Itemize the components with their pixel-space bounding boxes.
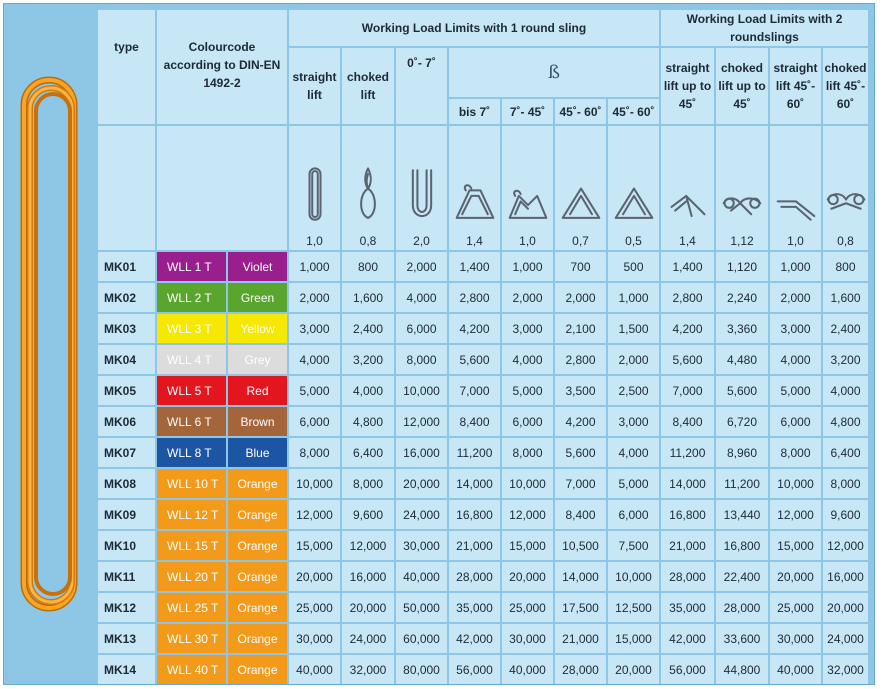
value-cell: 28,000 xyxy=(716,593,768,622)
basket-triangle-icon xyxy=(453,160,497,230)
value-cell: 4,000 xyxy=(289,345,340,374)
value-cell: 60,000 xyxy=(396,624,447,653)
value-cell: 12,500 xyxy=(608,593,659,622)
value-cell: 6,000 xyxy=(770,407,821,436)
hitch-cell-10 xyxy=(770,126,821,250)
value-cell: 4,200 xyxy=(661,314,714,343)
header-type: type xyxy=(98,10,155,124)
value-cell: 2,000 xyxy=(289,283,340,312)
value-cell: 17,500 xyxy=(555,593,606,622)
value-cell: 6,400 xyxy=(823,438,868,467)
type-cell: MK04 xyxy=(98,345,155,374)
header-2s-choked-45-60: choked lift 45˚- 60˚ xyxy=(823,48,868,124)
value-cell: 5,600 xyxy=(449,345,500,374)
value-cell: 7,000 xyxy=(661,376,714,405)
type-cell: MK07 xyxy=(98,438,155,467)
value-cell: 28,000 xyxy=(555,655,606,684)
value-cell: 8,000 xyxy=(502,438,553,467)
value-cell: 3,200 xyxy=(342,345,394,374)
value-cell: 20,000 xyxy=(608,655,659,684)
header-0-7-deg: 0˚- 7˚ xyxy=(396,48,447,124)
value-cell: 14,000 xyxy=(555,562,606,591)
value-cell: 30,000 xyxy=(396,531,447,560)
value-cell: 9,600 xyxy=(342,500,394,529)
wll-cell: WLL 3 T xyxy=(157,314,226,343)
table-row xyxy=(98,438,868,467)
type-cell: MK13 xyxy=(98,624,155,653)
value-cell: 2,000 xyxy=(555,283,606,312)
value-cell: 10,000 xyxy=(502,469,553,498)
value-cell: 4,000 xyxy=(502,345,553,374)
value-cell: 6,720 xyxy=(716,407,768,436)
value-cell: 8,000 xyxy=(823,469,868,498)
value-cell: 4,000 xyxy=(608,438,659,467)
value-cell: 2,400 xyxy=(342,314,394,343)
value-cell: 56,000 xyxy=(449,655,500,684)
header-45-60-a: 45˚- 60˚ xyxy=(555,99,606,124)
value-cell: 11,200 xyxy=(449,438,500,467)
two-sling-straight-icon xyxy=(666,160,710,230)
value-cell: 8,000 xyxy=(289,438,340,467)
table-frame xyxy=(3,3,875,685)
value-cell: 20,000 xyxy=(770,562,821,591)
table-row xyxy=(98,469,868,498)
header-2s-straight-45-60: straight lift 45˚- 60˚ xyxy=(770,48,821,124)
value-cell: 4,000 xyxy=(770,345,821,374)
colour-cell: Orange xyxy=(228,469,287,498)
hitch-cell-1 xyxy=(289,126,340,250)
colour-cell: Orange xyxy=(228,655,287,684)
value-cell: 3,500 xyxy=(555,376,606,405)
value-cell: 12,000 xyxy=(502,500,553,529)
value-cell: 5,000 xyxy=(502,376,553,405)
value-cell: 20,000 xyxy=(823,593,868,622)
value-cell: 20,000 xyxy=(502,562,553,591)
value-cell: 10,000 xyxy=(770,469,821,498)
type-cell: MK03 xyxy=(98,314,155,343)
value-cell: 8,400 xyxy=(661,407,714,436)
value-cell: 5,000 xyxy=(608,469,659,498)
round-sling-illustration xyxy=(10,74,90,614)
value-cell: 8,000 xyxy=(396,345,447,374)
type-cell: MK05 xyxy=(98,376,155,405)
value-cell: 4,800 xyxy=(342,407,394,436)
value-cell: 2,000 xyxy=(502,283,553,312)
value-cell: 32,000 xyxy=(342,655,394,684)
value-cell: 2,400 xyxy=(823,314,868,343)
value-cell: 8,000 xyxy=(770,438,821,467)
value-cell: 11,200 xyxy=(661,438,714,467)
header-straight-lift: straight lift xyxy=(289,48,340,124)
value-cell: 3,000 xyxy=(289,314,340,343)
wll-cell: WLL 2 T xyxy=(157,283,226,312)
value-cell: 1,400 xyxy=(661,252,714,281)
value-cell: 2,240 xyxy=(716,283,768,312)
wll-cell: WLL 4 T xyxy=(157,345,226,374)
colour-cell: Blue xyxy=(228,438,287,467)
value-cell: 15,000 xyxy=(289,531,340,560)
value-cell: 42,000 xyxy=(661,624,714,653)
value-cell: 2,800 xyxy=(555,345,606,374)
value-cell: 40,000 xyxy=(396,562,447,591)
table-row xyxy=(98,376,868,405)
value-cell: 44,800 xyxy=(716,655,768,684)
value-cell: 6,000 xyxy=(608,500,659,529)
hitch-cell-6 xyxy=(555,126,606,250)
icon-row-blank-type xyxy=(98,126,155,250)
header-choked-lift: choked lift xyxy=(342,48,394,124)
factor-value: 1,4 xyxy=(466,234,483,248)
factor-value: 1,0 xyxy=(787,234,804,248)
value-cell: 1,000 xyxy=(289,252,340,281)
hitch-cell-9 xyxy=(716,126,768,250)
value-cell: 9,600 xyxy=(823,500,868,529)
colour-cell: Red xyxy=(228,376,287,405)
table-row xyxy=(98,345,868,374)
value-cell: 22,400 xyxy=(716,562,768,591)
type-cell: MK09 xyxy=(98,500,155,529)
table-row xyxy=(98,562,868,591)
value-cell: 2,800 xyxy=(449,283,500,312)
table-row xyxy=(98,252,868,281)
basket-triangle-wide-icon xyxy=(612,160,656,230)
header-2s-straight-45: straight lift up to 45˚ xyxy=(661,48,714,124)
hitch-cell-11 xyxy=(823,126,868,250)
factor-value: 1,4 xyxy=(679,234,696,248)
value-cell: 800 xyxy=(823,252,868,281)
value-cell: 10,000 xyxy=(289,469,340,498)
value-cell: 5,600 xyxy=(661,345,714,374)
value-cell: 21,000 xyxy=(661,531,714,560)
value-cell: 500 xyxy=(608,252,659,281)
table-row xyxy=(98,655,868,684)
value-cell: 4,000 xyxy=(396,283,447,312)
value-cell: 10,000 xyxy=(608,562,659,591)
factor-value: 0,8 xyxy=(359,234,377,248)
value-cell: 15,000 xyxy=(608,624,659,653)
value-cell: 1,500 xyxy=(608,314,659,343)
basket-triangle-wide-icon xyxy=(559,160,603,230)
table-row xyxy=(98,314,868,343)
value-cell: 42,000 xyxy=(449,624,500,653)
value-cell: 21,000 xyxy=(555,624,606,653)
value-cell: 5,000 xyxy=(289,376,340,405)
value-cell: 1,000 xyxy=(502,252,553,281)
value-cell: 16,000 xyxy=(342,562,394,591)
value-cell: 1,000 xyxy=(608,283,659,312)
value-cell: 1,120 xyxy=(716,252,768,281)
value-cell: 2,500 xyxy=(608,376,659,405)
wll-cell: WLL 20 T xyxy=(157,562,226,591)
wll-cell: WLL 8 T xyxy=(157,438,226,467)
value-cell: 2,000 xyxy=(770,283,821,312)
colour-cell: Orange xyxy=(228,531,287,560)
value-cell: 35,000 xyxy=(661,593,714,622)
factor-value: 1,0 xyxy=(519,234,536,248)
value-cell: 6,400 xyxy=(342,438,394,467)
colour-cell: Orange xyxy=(228,624,287,653)
value-cell: 3,000 xyxy=(502,314,553,343)
two-sling-choked-wide-icon xyxy=(824,160,868,230)
value-cell: 20,000 xyxy=(342,593,394,622)
value-cell: 15,000 xyxy=(770,531,821,560)
value-cell: 11,200 xyxy=(716,469,768,498)
type-cell: MK14 xyxy=(98,655,155,684)
value-cell: 16,000 xyxy=(396,438,447,467)
colour-cell: Orange xyxy=(228,500,287,529)
choked-lift-icon xyxy=(346,160,390,230)
factor-value: 2,0 xyxy=(413,234,430,248)
value-cell: 20,000 xyxy=(396,469,447,498)
header-group-1-sling: Working Load Limits with 1 round sling xyxy=(289,10,659,46)
value-cell: 6,000 xyxy=(502,407,553,436)
type-cell: MK06 xyxy=(98,407,155,436)
value-cell: 4,200 xyxy=(449,314,500,343)
value-cell: 12,000 xyxy=(823,531,868,560)
value-cell: 40,000 xyxy=(502,655,553,684)
colour-cell: Orange xyxy=(228,562,287,591)
table-row xyxy=(98,283,868,312)
value-cell: 3,360 xyxy=(716,314,768,343)
two-sling-choked-icon xyxy=(720,160,764,230)
header-bis-7: bis 7˚ xyxy=(449,99,500,124)
value-cell: 7,000 xyxy=(555,469,606,498)
factor-value: 1,12 xyxy=(730,234,754,248)
value-cell: 25,000 xyxy=(502,593,553,622)
value-cell: 10,500 xyxy=(555,531,606,560)
icon-row-blank-colour xyxy=(157,126,287,250)
factor-value: 1,0 xyxy=(306,234,323,248)
value-cell: 16,800 xyxy=(449,500,500,529)
value-cell: 2,000 xyxy=(396,252,447,281)
value-cell: 15,000 xyxy=(502,531,553,560)
value-cell: 16,800 xyxy=(716,531,768,560)
wll-cell: WLL 12 T xyxy=(157,500,226,529)
value-cell: 8,400 xyxy=(555,500,606,529)
value-cell: 4,000 xyxy=(823,376,868,405)
value-cell: 80,000 xyxy=(396,655,447,684)
value-cell: 8,960 xyxy=(716,438,768,467)
value-cell: 7,500 xyxy=(608,531,659,560)
type-cell: MK01 xyxy=(98,252,155,281)
value-cell: 25,000 xyxy=(289,593,340,622)
value-cell: 30,000 xyxy=(770,624,821,653)
hitch-cell-8 xyxy=(661,126,714,250)
type-cell: MK12 xyxy=(98,593,155,622)
table-row xyxy=(98,593,868,622)
colour-cell: Yellow xyxy=(228,314,287,343)
value-cell: 1,400 xyxy=(449,252,500,281)
factor-value: 0,5 xyxy=(625,234,642,248)
basket-triangle-small-icon xyxy=(506,160,550,230)
hitch-cell-5 xyxy=(502,126,553,250)
value-cell: 800 xyxy=(342,252,394,281)
value-cell: 6,000 xyxy=(396,314,447,343)
value-cell: 20,000 xyxy=(289,562,340,591)
factor-value: 0,8 xyxy=(837,234,854,248)
colour-cell: Brown xyxy=(228,407,287,436)
value-cell: 7,000 xyxy=(449,376,500,405)
value-cell: 12,000 xyxy=(289,500,340,529)
value-cell: 24,000 xyxy=(342,624,394,653)
hitch-cell-3 xyxy=(396,126,447,250)
value-cell: 56,000 xyxy=(661,655,714,684)
colour-cell: Orange xyxy=(228,593,287,622)
value-cell: 28,000 xyxy=(449,562,500,591)
value-cell: 4,480 xyxy=(716,345,768,374)
value-cell: 16,000 xyxy=(823,562,868,591)
colour-cell: Violet xyxy=(228,252,287,281)
value-cell: 5,600 xyxy=(716,376,768,405)
table-row xyxy=(98,624,868,653)
value-cell: 35,000 xyxy=(449,593,500,622)
value-cell: 32,000 xyxy=(823,655,868,684)
value-cell: 2,000 xyxy=(608,345,659,374)
value-cell: 30,000 xyxy=(289,624,340,653)
value-cell: 5,000 xyxy=(770,376,821,405)
value-cell: 21,000 xyxy=(449,531,500,560)
wll-cell: WLL 1 T xyxy=(157,252,226,281)
header-45-60-b: 45˚- 60˚ xyxy=(608,99,659,124)
colour-cell: Grey xyxy=(228,345,287,374)
wll-cell: WLL 15 T xyxy=(157,531,226,560)
value-cell: 12,000 xyxy=(396,407,447,436)
wll-table xyxy=(96,8,870,686)
table-row xyxy=(98,407,868,436)
value-cell: 40,000 xyxy=(289,655,340,684)
value-cell: 33,600 xyxy=(716,624,768,653)
wll-cell: WLL 40 T xyxy=(157,655,226,684)
value-cell: 30,000 xyxy=(502,624,553,653)
value-cell: 3,000 xyxy=(770,314,821,343)
header-group-2-slings: Working Load Limits with 2 roundslings xyxy=(661,10,868,46)
value-cell: 3,200 xyxy=(823,345,868,374)
value-cell: 1,600 xyxy=(342,283,394,312)
value-cell: 1,600 xyxy=(823,283,868,312)
value-cell: 1,000 xyxy=(770,252,821,281)
value-cell: 3,000 xyxy=(608,407,659,436)
value-cell: 40,000 xyxy=(770,655,821,684)
wll-cell: WLL 5 T xyxy=(157,376,226,405)
value-cell: 14,000 xyxy=(449,469,500,498)
value-cell: 2,800 xyxy=(661,283,714,312)
value-cell: 50,000 xyxy=(396,593,447,622)
hitch-cell-7 xyxy=(608,126,659,250)
value-cell: 28,000 xyxy=(661,562,714,591)
header-beta: ß xyxy=(449,48,659,97)
basket-lift-icon xyxy=(400,160,444,230)
wll-cell: WLL 6 T xyxy=(157,407,226,436)
value-cell: 6,000 xyxy=(289,407,340,436)
value-cell: 2,100 xyxy=(555,314,606,343)
wll-cell: WLL 25 T xyxy=(157,593,226,622)
value-cell: 12,000 xyxy=(342,531,394,560)
value-cell: 4,000 xyxy=(342,376,394,405)
header-7-45: 7˚- 45˚ xyxy=(502,99,553,124)
table-row xyxy=(98,500,868,529)
value-cell: 24,000 xyxy=(396,500,447,529)
hitch-cell-2 xyxy=(342,126,394,250)
header-2s-choked-45: choked lift up to 45˚ xyxy=(716,48,768,124)
type-cell: MK11 xyxy=(98,562,155,591)
value-cell: 12,000 xyxy=(770,500,821,529)
value-cell: 16,800 xyxy=(661,500,714,529)
value-cell: 8,000 xyxy=(342,469,394,498)
value-cell: 700 xyxy=(555,252,606,281)
two-sling-straight-wide-icon xyxy=(774,160,818,230)
colour-cell: Green xyxy=(228,283,287,312)
value-cell: 25,000 xyxy=(770,593,821,622)
type-cell: MK08 xyxy=(98,469,155,498)
value-cell: 4,800 xyxy=(823,407,868,436)
value-cell: 8,400 xyxy=(449,407,500,436)
straight-lift-icon xyxy=(293,160,337,230)
value-cell: 14,000 xyxy=(661,469,714,498)
table-row xyxy=(98,531,868,560)
wll-cell: WLL 10 T xyxy=(157,469,226,498)
hitch-cell-4 xyxy=(449,126,500,250)
type-cell: MK02 xyxy=(98,283,155,312)
value-cell: 5,600 xyxy=(555,438,606,467)
value-cell: 24,000 xyxy=(823,624,868,653)
wll-cell: WLL 30 T xyxy=(157,624,226,653)
value-cell: 10,000 xyxy=(396,376,447,405)
type-cell: MK10 xyxy=(98,531,155,560)
factor-value: 0,7 xyxy=(572,234,589,248)
header-colourcode: Colourcode according to DIN-EN 1492-2 xyxy=(157,10,287,124)
value-cell: 13,440 xyxy=(716,500,768,529)
value-cell: 4,200 xyxy=(555,407,606,436)
